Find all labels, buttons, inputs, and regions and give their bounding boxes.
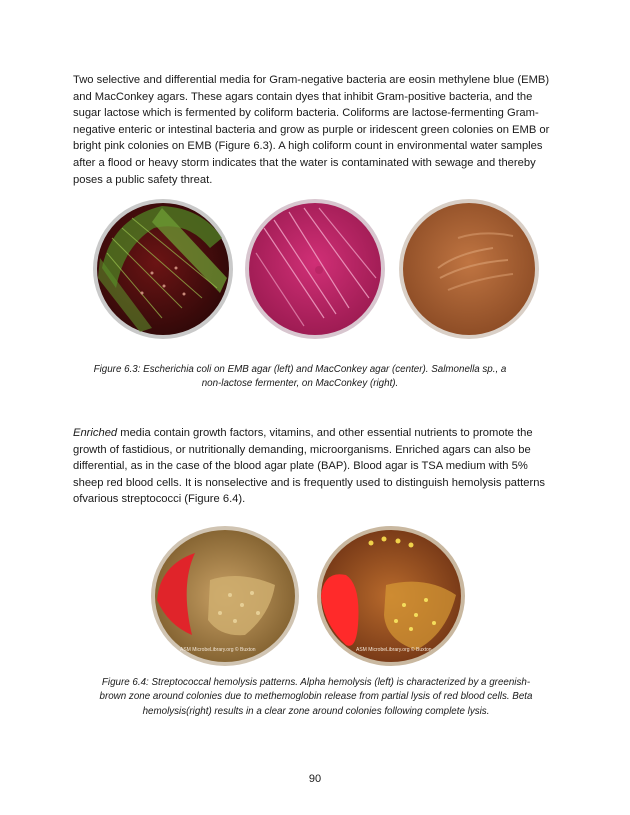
caption-line: Figure 6.4: Streptococcal hemolysis patterns. Alpha hemolysis (left) is characterized by a greenish-	[101, 677, 531, 688]
watermark-right: ASM MicrobeLibrary.org © Buxton	[356, 647, 432, 653]
page-number: 90	[308, 773, 322, 785]
alpha-hemolysis-plate-image	[150, 525, 300, 667]
caption-line: brown zone around colonies due to methemoglobin release from partial lysis of red blood cells. Beta	[99, 691, 533, 703]
beta-hemolysis-plate-image	[316, 525, 466, 667]
watermark-left: ASM MicrobeLibrary.org © Buxton	[180, 647, 256, 653]
figure-6-3-caption	[70, 363, 530, 392]
macconkey-salmonella-plate-image	[398, 198, 540, 340]
caption-line: Figure 6.3: Escherichia coli on EMB agar (left) and MacConkey agar (center). Salmonella sp., a	[93, 364, 507, 375]
caption-line: non-lactose fermenter, on MacConkey (right).	[201, 378, 399, 390]
enriched-term: Enriched	[73, 427, 118, 439]
caption-line: hemolysis(right) results in a clear zone around colonies following complete lysis.	[142, 705, 490, 717]
enriched-media-text: media contain growth factors, vitamins, and other essential nutrients to promote the growth of fastidious, or nutritionally demanding, microorganisms. Enriched agars can also be differential, as in the case of the blood agar plate (BAP). Blood agar is TSA medium with 5% sheep red blood cells. It is nonselective and is frequently used to distinguish hemolysis patterns ofvarious streptococci (Figure 6.4).	[73, 427, 546, 506]
emb-macconkey-paragraph: Two selective and differential media for Gram-negative bacteria are eosin methylene blue (EMB) and MacConkey agars. These agars contain dyes that inhibit Gram-positive bacteria, and the sugar lactose which is fermented by coliform bacteria. Coliforms are lactose-fermenting Gram-negative enteric or intestinal bacteria and grow as purple or iridescent green colonies on EMB or bright pink colonies on EMB (Figure 6.3). A high coliform count in environmental water samples after a flood or heavy storm indicates that the water is contaminated with sewage and thereby poses a public safety threat.	[73, 74, 550, 186]
emb-ecoli-plate-image	[92, 198, 234, 340]
figure-6-4-caption	[62, 676, 570, 719]
enriched-media-paragraph	[73, 425, 559, 508]
macconkey-ecoli-plate-image	[244, 198, 386, 340]
